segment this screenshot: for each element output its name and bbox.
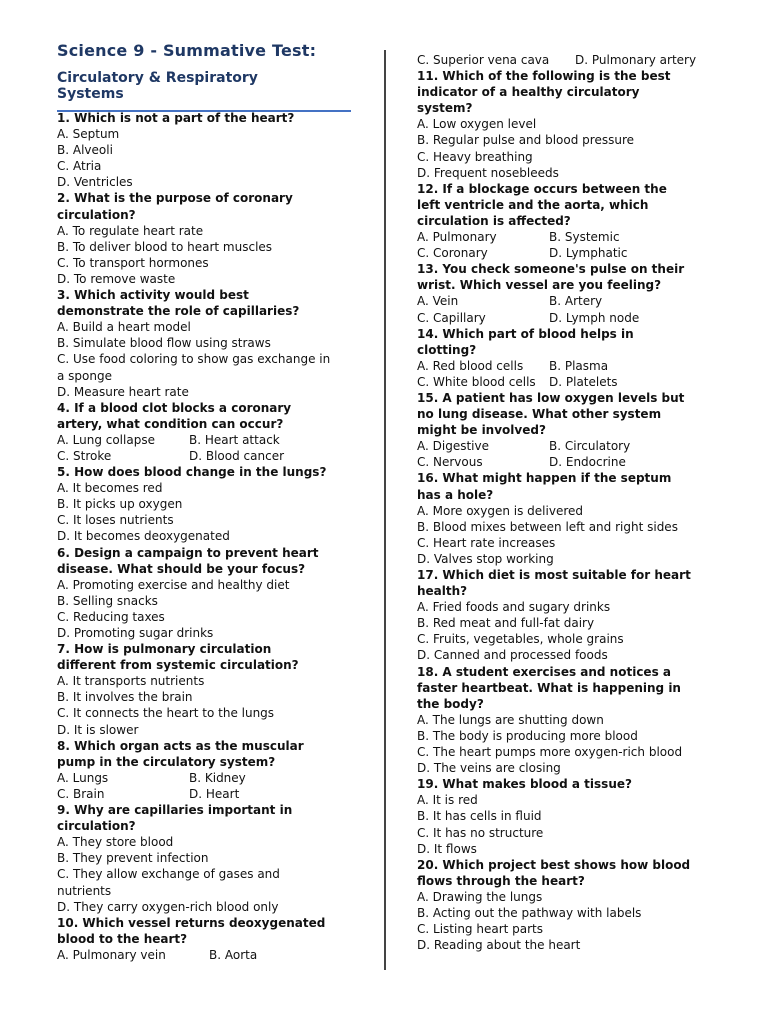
question-text: 13. You check someone's pulse on their — [417, 262, 685, 277]
answer-option: C. To transport hormones — [57, 255, 209, 270]
answer-option-pair — [417, 245, 696, 261]
subtitle-line: Circulatory & Respiratory — [57, 70, 258, 86]
question-text: 3. Which activity would best — [57, 288, 249, 303]
question-text: left ventricle and the aorta, which — [417, 197, 649, 212]
question-text: clotting? — [417, 342, 477, 357]
answer-option-pair — [417, 52, 696, 68]
question-text: blood to the heart? — [57, 931, 188, 946]
answer-option: B. Regular pulse and blood pressure — [417, 133, 634, 148]
answer-option: C. The heart pumps more oxygen-rich blood — [417, 745, 683, 760]
answer-option: D. Endocrine — [549, 455, 626, 470]
question-text: 7. How is pulmonary circulation — [57, 642, 272, 657]
answer-option: C. It loses nutrients — [57, 513, 174, 528]
answer-option: B. Blood mixes between left and right sides — [417, 519, 678, 534]
answer-option: A. Lungs — [57, 770, 109, 785]
answer-option: D. Measure heart rate — [57, 384, 189, 399]
answer-option: B. Aorta — [209, 947, 258, 962]
answer-option: C. Heavy breathing — [417, 149, 533, 164]
question-text: 4. If a blood clot blocks a coronary — [57, 400, 292, 415]
answer-option: B. They prevent infection — [57, 851, 209, 866]
answer-option: D. Reading about the heart — [417, 938, 581, 953]
answer-option: nutrients — [57, 883, 112, 898]
answer-option: A. Digestive — [417, 439, 489, 454]
answer-option: A. Drawing the lungs — [417, 889, 543, 904]
answer-option-pair — [417, 358, 696, 374]
question-text: wrist. Which vessel are you feeling? — [417, 278, 662, 293]
question-text: 5. How does blood change in the lungs? — [57, 465, 327, 480]
answer-option: A. Red blood cells — [417, 358, 524, 373]
question-text: 12. If a blockage occurs between the — [417, 181, 667, 196]
answer-option-pair — [57, 947, 330, 963]
question-text: 20. Which project best shows how blood — [417, 857, 691, 872]
answer-option: C. Reducing taxes — [57, 609, 165, 624]
answer-option: A. To regulate heart rate — [57, 223, 204, 238]
subtitle-line: Systems — [57, 86, 124, 103]
question-text: flows through the heart? — [417, 873, 585, 888]
answer-option: A. The lungs are shutting down — [417, 712, 604, 727]
question-text: system? — [417, 101, 473, 116]
answer-option: A. More oxygen is delivered — [417, 503, 584, 518]
answer-option: A. It is red — [417, 793, 478, 808]
answer-option: B. To deliver blood to heart muscles — [57, 239, 273, 254]
left-column — [57, 110, 330, 963]
answer-option: B. Alveoli — [57, 143, 113, 158]
answer-option: B. It picks up oxygen — [57, 497, 183, 512]
answer-option-pair — [57, 786, 330, 802]
answer-option: C. Coronary — [417, 246, 488, 261]
answer-option: C. Superior vena cava — [417, 53, 550, 67]
question-text: 1. Which is not a part of the heart? — [57, 111, 295, 125]
answer-option: D. They carry oxygen-rich blood only — [57, 899, 279, 914]
answer-option: D. Ventricles — [57, 175, 133, 190]
answer-option: A. Vein — [417, 294, 459, 309]
question-text: 14. Which part of blood helps in — [417, 326, 634, 341]
question-text: 18. A student exercises and notices a — [417, 664, 671, 679]
question-text: 10. Which vessel returns deoxygenated — [57, 915, 326, 930]
question-text: might be involved? — [417, 423, 546, 438]
answer-option-pair — [57, 770, 330, 786]
answer-option: A. Fried foods and sugary drinks — [417, 600, 611, 615]
page-subtitle — [57, 70, 258, 102]
question-text: 19. What makes blood a tissue? — [417, 777, 632, 792]
answer-option: C. They allow exchange of gases and — [57, 867, 280, 882]
answer-option: D. Pulmonary artery — [575, 53, 697, 67]
answer-option-pair — [57, 448, 330, 464]
answer-option: B. Circulatory — [549, 439, 631, 454]
answer-option: B. Acting out the pathway with labels — [417, 905, 642, 920]
question-text: circulation is affected? — [417, 213, 571, 228]
answer-option: B. Red meat and full-fat dairy — [417, 616, 595, 631]
question-text: has a hole? — [417, 487, 494, 502]
answer-option: D. Platelets — [549, 374, 618, 389]
question-text: 16. What might happen if the septum — [417, 471, 672, 486]
answer-option: D. Frequent nosebleeds — [417, 165, 559, 180]
question-text: circulation? — [57, 819, 136, 834]
question-text: 15. A patient has low oxygen levels but — [417, 390, 685, 405]
answer-option: B. Kidney — [189, 770, 246, 785]
answer-option: A. Promoting exercise and healthy diet — [57, 577, 290, 592]
answer-option: B. Simulate blood flow using straws — [57, 336, 271, 351]
answer-option: C. It has no structure — [417, 825, 544, 840]
answer-option: A. Low oxygen level — [417, 117, 537, 132]
answer-option: C. It connects the heart to the lungs — [57, 706, 275, 721]
right-column — [417, 52, 696, 953]
answer-option: D. Heart — [189, 786, 240, 801]
answer-option: A. Pulmonary — [417, 230, 497, 245]
answer-option: C. Heart rate increases — [417, 535, 556, 550]
question-text: different from systemic circulation? — [57, 658, 299, 673]
answer-option: D. It flows — [417, 841, 477, 856]
answer-option: B. Artery — [549, 294, 603, 309]
answer-option: B. Systemic — [549, 230, 620, 245]
answer-option: B. The body is producing more blood — [417, 728, 638, 743]
page-title: Science 9 - Summative Test: — [57, 41, 317, 60]
answer-option-pair — [417, 310, 696, 326]
question-text: 11. Which of the following is the best — [417, 69, 671, 84]
answer-option: A. It becomes red — [57, 481, 163, 496]
answer-option: C. Use food coloring to show gas exchange in — [57, 352, 331, 367]
answer-option: B. It has cells in fluid — [417, 809, 542, 824]
question-text: no lung disease. What other system — [417, 407, 662, 422]
question-text: faster heartbeat. What is happening in — [417, 680, 681, 695]
answer-option: C. Nervous — [417, 455, 483, 470]
answer-option: D. Valves stop working — [417, 551, 554, 566]
answer-option-pair — [417, 438, 696, 454]
question-text: disease. What should be your focus? — [57, 561, 306, 576]
answer-option: D. The veins are closing — [417, 761, 561, 776]
answer-option: A. Build a heart model — [57, 320, 191, 335]
answer-option: C. Listing heart parts — [417, 922, 544, 937]
answer-option: C. Atria — [57, 159, 102, 174]
question-text: artery, what condition can occur? — [57, 416, 284, 431]
answer-option: C. Stroke — [57, 448, 112, 463]
answer-option: D. To remove waste — [57, 271, 176, 286]
answer-option: D. Blood cancer — [189, 448, 285, 463]
question-text: demonstrate the role of capillaries? — [57, 304, 300, 319]
answer-option: a sponge — [57, 368, 112, 383]
answer-option: D. It becomes deoxygenated — [57, 529, 230, 544]
column-divider — [384, 50, 386, 970]
answer-option: C. White blood cells — [417, 374, 536, 389]
answer-option-pair — [417, 454, 696, 470]
answer-option: B. Selling snacks — [57, 593, 158, 608]
answer-option-pair — [417, 293, 696, 309]
question-text: the body? — [417, 696, 484, 711]
answer-option: C. Capillary — [417, 310, 486, 325]
answer-option: A. It transports nutrients — [57, 674, 205, 689]
answer-option-pair — [57, 432, 330, 448]
question-text: indicator of a healthy circulatory — [417, 85, 640, 100]
answer-option: B. Plasma — [549, 358, 609, 373]
answer-option: D. It is slower — [57, 722, 139, 737]
question-text: 2. What is the purpose of coronary — [57, 191, 293, 206]
answer-option: A. Pulmonary vein — [57, 947, 166, 962]
question-text: 9. Why are capillaries important in — [57, 803, 293, 818]
answer-option: B. Heart attack — [189, 432, 280, 447]
answer-option: D. Lymphatic — [549, 246, 628, 261]
answer-option: A. Septum — [57, 127, 120, 142]
answer-option-pair — [417, 374, 696, 390]
answer-option: C. Brain — [57, 786, 105, 801]
answer-option: B. It involves the brain — [57, 690, 193, 705]
answer-option-pair — [417, 229, 696, 245]
answer-option: D. Canned and processed foods — [417, 648, 608, 663]
question-text: pump in the circulatory system? — [57, 754, 276, 769]
question-text: 8. Which organ acts as the muscular — [57, 738, 304, 753]
answer-option: D. Lymph node — [549, 310, 640, 325]
question-text: 17. Which diet is most suitable for heart — [417, 568, 691, 582]
answer-option: A. Lung collapse — [57, 432, 155, 447]
question-text: 6. Design a campaign to prevent heart — [57, 545, 319, 560]
question-text: circulation? — [57, 207, 136, 222]
question-text: health? — [417, 584, 468, 599]
answer-option: D. Promoting sugar drinks — [57, 626, 214, 640]
answer-option: C. Fruits, vegetables, whole grains — [417, 632, 624, 647]
answer-option: A. They store blood — [57, 835, 174, 850]
